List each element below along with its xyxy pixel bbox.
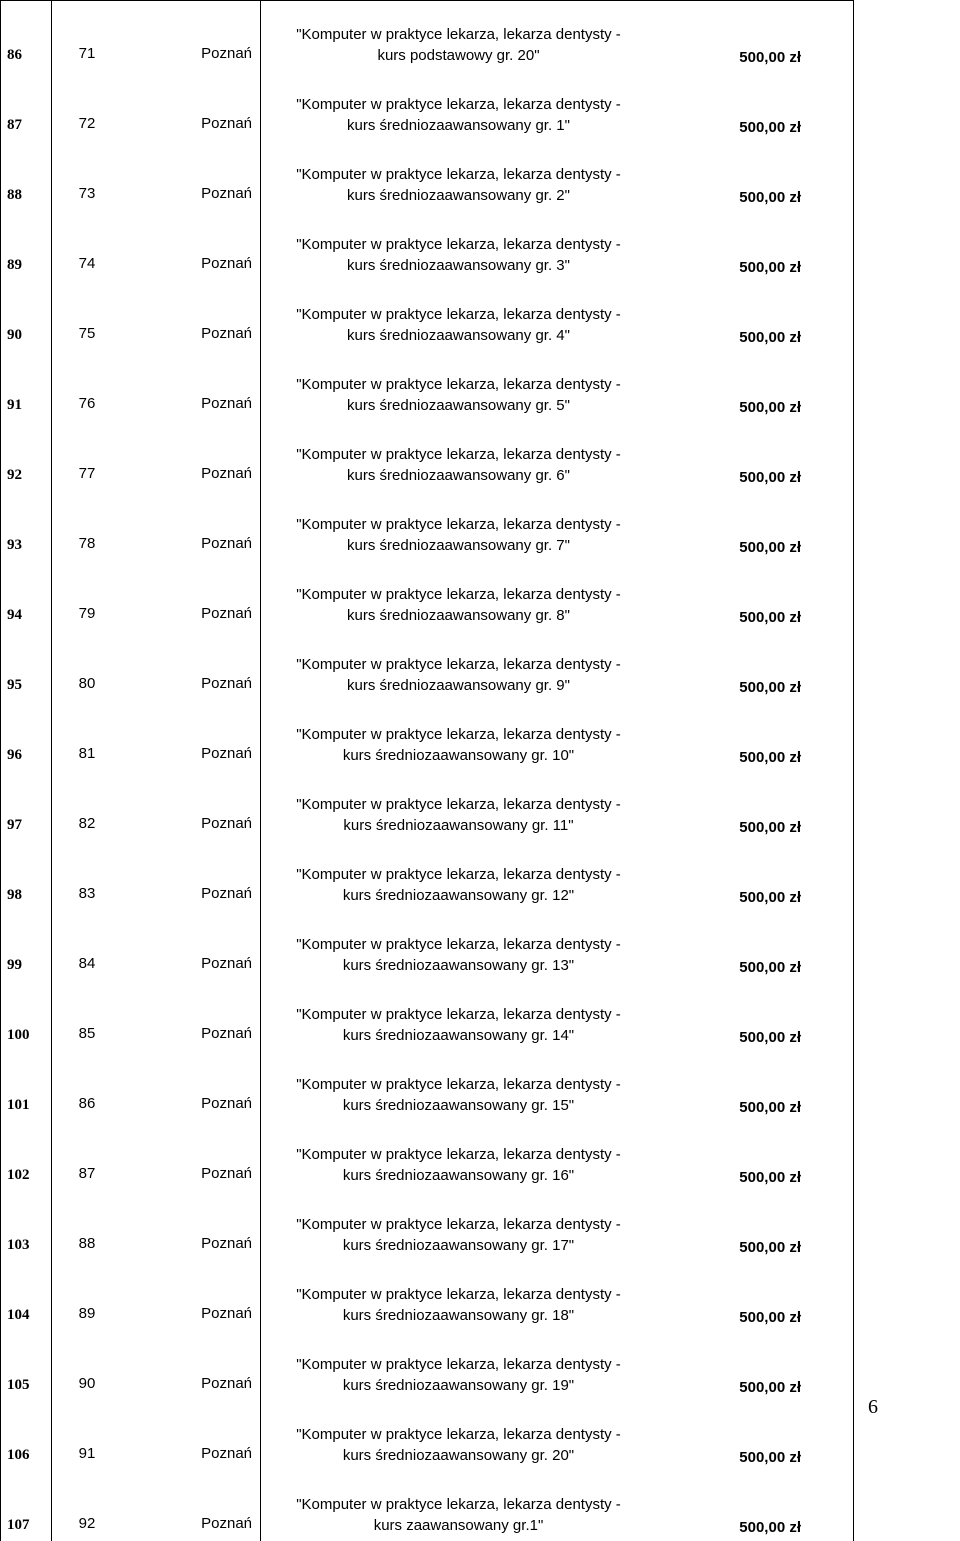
row-course-cell — [261, 351, 657, 421]
row-lp-cell: 98 — [1, 841, 52, 911]
course-title-line: "Komputer w praktyce lekarza, lekarza dentysty - — [261, 164, 656, 185]
course-level-line: kurs średniozaawansowany gr. 8" — [261, 605, 656, 626]
table-row — [1, 1051, 854, 1121]
table-row — [1, 1, 854, 72]
course-title-line: "Komputer w praktyce lekarza, lekarza dentysty - — [261, 24, 656, 45]
row-course-cell — [261, 1191, 657, 1261]
row-number-cell: 90 — [52, 1331, 123, 1401]
row-course-cell — [261, 281, 657, 351]
row-number-cell: 86 — [52, 1051, 123, 1121]
table-row — [1, 1401, 854, 1471]
row-price-cell: 500,00 zł — [656, 911, 854, 981]
course-title-line: "Komputer w praktyce lekarza, lekarza dentysty - — [261, 1424, 656, 1445]
course-level-line: kurs średniozaawansowany gr. 19" — [261, 1375, 656, 1396]
row-city-cell: Poznań — [122, 1401, 261, 1471]
row-price-cell: 500,00 zł — [656, 841, 854, 911]
course-level-line: kurs średniozaawansowany gr. 11" — [261, 815, 656, 836]
row-price-cell: 500,00 zł — [656, 351, 854, 421]
course-title-line: "Komputer w praktyce lekarza, lekarza dentysty - — [261, 864, 656, 885]
table-row — [1, 911, 854, 981]
row-city-cell: Poznań — [122, 1, 261, 72]
row-price-cell: 500,00 zł — [656, 1401, 854, 1471]
row-number-cell: 84 — [52, 911, 123, 981]
row-lp-cell: 95 — [1, 631, 52, 701]
course-level-line: kurs średniozaawansowany gr. 16" — [261, 1165, 656, 1186]
row-course-cell — [261, 911, 657, 981]
row-lp-cell: 88 — [1, 141, 52, 211]
row-lp-cell: 94 — [1, 561, 52, 631]
row-number-cell: 85 — [52, 981, 123, 1051]
row-course-cell — [261, 701, 657, 771]
course-level-line: kurs średniozaawansowany gr. 17" — [261, 1235, 656, 1256]
row-number-cell: 83 — [52, 841, 123, 911]
row-lp-cell: 106 — [1, 1401, 52, 1471]
row-city-cell: Poznań — [122, 351, 261, 421]
row-number-cell: 92 — [52, 1471, 123, 1541]
row-course-cell — [261, 141, 657, 211]
row-price-cell: 500,00 zł — [656, 71, 854, 141]
row-city-cell: Poznań — [122, 211, 261, 281]
row-number-cell: 81 — [52, 701, 123, 771]
course-title-line: "Komputer w praktyce lekarza, lekarza dentysty - — [261, 304, 656, 325]
row-course-cell — [261, 981, 657, 1051]
row-number-cell: 73 — [52, 141, 123, 211]
course-title-line: "Komputer w praktyce lekarza, lekarza dentysty - — [261, 1284, 656, 1305]
course-level-line: kurs średniozaawansowany gr. 6" — [261, 465, 656, 486]
row-city-cell: Poznań — [122, 771, 261, 841]
table-row — [1, 701, 854, 771]
row-price-cell: 500,00 zł — [656, 421, 854, 491]
row-price-cell: 500,00 zł — [656, 1121, 854, 1191]
row-course-cell — [261, 771, 657, 841]
row-course-cell — [261, 1261, 657, 1331]
row-lp-cell: 86 — [1, 1, 52, 72]
row-number-cell: 78 — [52, 491, 123, 561]
course-title-line: "Komputer w praktyce lekarza, lekarza dentysty - — [261, 724, 656, 745]
table-row — [1, 1331, 854, 1401]
table-row — [1, 1191, 854, 1261]
course-level-line: kurs zaawansowany gr.1" — [261, 1515, 656, 1536]
course-level-line: kurs średniozaawansowany gr. 1" — [261, 115, 656, 136]
row-city-cell: Poznań — [122, 1261, 261, 1331]
table-row — [1, 631, 854, 701]
row-course-cell — [261, 421, 657, 491]
row-number-cell: 82 — [52, 771, 123, 841]
course-table-body — [1, 1, 854, 1541]
row-price-cell: 500,00 zł — [656, 1051, 854, 1121]
row-course-cell — [261, 71, 657, 141]
row-city-cell: Poznań — [122, 631, 261, 701]
row-lp-cell: 100 — [1, 981, 52, 1051]
row-course-cell — [261, 631, 657, 701]
row-course-cell — [261, 1401, 657, 1471]
row-price-cell: 500,00 zł — [656, 491, 854, 561]
row-city-cell: Poznań — [122, 981, 261, 1051]
course-title-line: "Komputer w praktyce lekarza, lekarza dentysty - — [261, 794, 656, 815]
table-row — [1, 841, 854, 911]
row-city-cell: Poznań — [122, 71, 261, 141]
table-row — [1, 1471, 854, 1541]
row-lp-cell: 93 — [1, 491, 52, 561]
row-number-cell: 87 — [52, 1121, 123, 1191]
course-level-line: kurs średniozaawansowany gr. 3" — [261, 255, 656, 276]
row-lp-cell: 90 — [1, 281, 52, 351]
table-row — [1, 71, 854, 141]
course-level-line: kurs średniozaawansowany gr. 4" — [261, 325, 656, 346]
row-lp-cell: 102 — [1, 1121, 52, 1191]
row-price-cell: 500,00 zł — [656, 1, 854, 72]
course-level-line: kurs średniozaawansowany gr. 15" — [261, 1095, 656, 1116]
page-number: 6 — [868, 1396, 878, 1419]
row-city-cell: Poznań — [122, 491, 261, 561]
table-row — [1, 351, 854, 421]
table-row — [1, 1261, 854, 1331]
course-title-line: "Komputer w praktyce lekarza, lekarza dentysty - — [261, 374, 656, 395]
row-price-cell: 500,00 zł — [656, 631, 854, 701]
row-city-cell: Poznań — [122, 701, 261, 771]
row-course-cell — [261, 1471, 657, 1541]
row-city-cell: Poznań — [122, 141, 261, 211]
course-title-line: "Komputer w praktyce lekarza, lekarza dentysty - — [261, 514, 656, 535]
row-price-cell: 500,00 zł — [656, 1471, 854, 1541]
row-city-cell: Poznań — [122, 1191, 261, 1261]
row-number-cell: 76 — [52, 351, 123, 421]
row-price-cell: 500,00 zł — [656, 1331, 854, 1401]
row-course-cell — [261, 841, 657, 911]
row-city-cell: Poznań — [122, 1331, 261, 1401]
row-price-cell: 500,00 zł — [656, 981, 854, 1051]
course-level-line: kurs średniozaawansowany gr. 12" — [261, 885, 656, 906]
course-level-line: kurs średniozaawansowany gr. 18" — [261, 1305, 656, 1326]
row-lp-cell: 107 — [1, 1471, 52, 1541]
row-course-cell — [261, 561, 657, 631]
table-row — [1, 281, 854, 351]
row-number-cell: 77 — [52, 421, 123, 491]
table-row — [1, 1121, 854, 1191]
course-level-line: kurs podstawowy gr. 20" — [261, 45, 656, 66]
row-price-cell: 500,00 zł — [656, 1261, 854, 1331]
course-title-line: "Komputer w praktyce lekarza, lekarza dentysty - — [261, 1494, 656, 1515]
row-lp-cell: 89 — [1, 211, 52, 281]
table-row — [1, 981, 854, 1051]
course-level-line: kurs średniozaawansowany gr. 2" — [261, 185, 656, 206]
row-lp-cell: 91 — [1, 351, 52, 421]
course-level-line: kurs średniozaawansowany gr. 9" — [261, 675, 656, 696]
table-row — [1, 491, 854, 561]
table-row — [1, 771, 854, 841]
row-price-cell: 500,00 zł — [656, 281, 854, 351]
row-lp-cell: 103 — [1, 1191, 52, 1261]
row-number-cell: 74 — [52, 211, 123, 281]
row-city-cell: Poznań — [122, 911, 261, 981]
row-price-cell: 500,00 zł — [656, 141, 854, 211]
row-number-cell: 72 — [52, 71, 123, 141]
course-level-line: kurs średniozaawansowany gr. 7" — [261, 535, 656, 556]
row-number-cell: 75 — [52, 281, 123, 351]
row-lp-cell: 92 — [1, 421, 52, 491]
row-course-cell — [261, 1051, 657, 1121]
course-level-line: kurs średniozaawansowany gr. 14" — [261, 1025, 656, 1046]
course-level-line: kurs średniozaawansowany gr. 10" — [261, 745, 656, 766]
course-level-line: kurs średniozaawansowany gr. 5" — [261, 395, 656, 416]
row-course-cell — [261, 491, 657, 561]
row-price-cell: 500,00 zł — [656, 771, 854, 841]
row-course-cell — [261, 1, 657, 72]
row-number-cell: 80 — [52, 631, 123, 701]
row-lp-cell: 87 — [1, 71, 52, 141]
row-number-cell: 79 — [52, 561, 123, 631]
course-title-line: "Komputer w praktyce lekarza, lekarza dentysty - — [261, 1144, 656, 1165]
row-city-cell: Poznań — [122, 1051, 261, 1121]
course-title-line: "Komputer w praktyce lekarza, lekarza dentysty - — [261, 94, 656, 115]
course-title-line: "Komputer w praktyce lekarza, lekarza dentysty - — [261, 1004, 656, 1025]
course-title-line: "Komputer w praktyce lekarza, lekarza dentysty - — [261, 934, 656, 955]
table-row — [1, 561, 854, 631]
row-city-cell: Poznań — [122, 1471, 261, 1541]
row-course-cell — [261, 1121, 657, 1191]
course-title-line: "Komputer w praktyce lekarza, lekarza dentysty - — [261, 444, 656, 465]
row-price-cell: 500,00 zł — [656, 211, 854, 281]
row-price-cell: 500,00 zł — [656, 561, 854, 631]
course-level-line: kurs średniozaawansowany gr. 13" — [261, 955, 656, 976]
row-number-cell: 89 — [52, 1261, 123, 1331]
table-row — [1, 421, 854, 491]
row-number-cell: 71 — [52, 1, 123, 72]
row-lp-cell: 99 — [1, 911, 52, 981]
course-title-line: "Komputer w praktyce lekarza, lekarza dentysty - — [261, 654, 656, 675]
row-lp-cell: 104 — [1, 1261, 52, 1331]
table-row — [1, 211, 854, 281]
row-course-cell — [261, 211, 657, 281]
row-city-cell: Poznań — [122, 1121, 261, 1191]
row-number-cell: 91 — [52, 1401, 123, 1471]
row-lp-cell: 96 — [1, 701, 52, 771]
row-city-cell: Poznań — [122, 281, 261, 351]
row-course-cell — [261, 1331, 657, 1401]
course-title-line: "Komputer w praktyce lekarza, lekarza dentysty - — [261, 1354, 656, 1375]
course-title-line: "Komputer w praktyce lekarza, lekarza dentysty - — [261, 584, 656, 605]
course-title-line: "Komputer w praktyce lekarza, lekarza dentysty - — [261, 1214, 656, 1235]
row-price-cell: 500,00 zł — [656, 1191, 854, 1261]
course-level-line: kurs średniozaawansowany gr. 20" — [261, 1445, 656, 1466]
row-city-cell: Poznań — [122, 421, 261, 491]
row-city-cell: Poznań — [122, 841, 261, 911]
row-number-cell: 88 — [52, 1191, 123, 1261]
row-city-cell: Poznań — [122, 561, 261, 631]
course-title-line: "Komputer w praktyce lekarza, lekarza dentysty - — [261, 234, 656, 255]
row-lp-cell: 101 — [1, 1051, 52, 1121]
row-lp-cell: 105 — [1, 1331, 52, 1401]
row-lp-cell: 97 — [1, 771, 52, 841]
table-row — [1, 141, 854, 211]
row-price-cell: 500,00 zł — [656, 701, 854, 771]
course-title-line: "Komputer w praktyce lekarza, lekarza dentysty - — [261, 1074, 656, 1095]
